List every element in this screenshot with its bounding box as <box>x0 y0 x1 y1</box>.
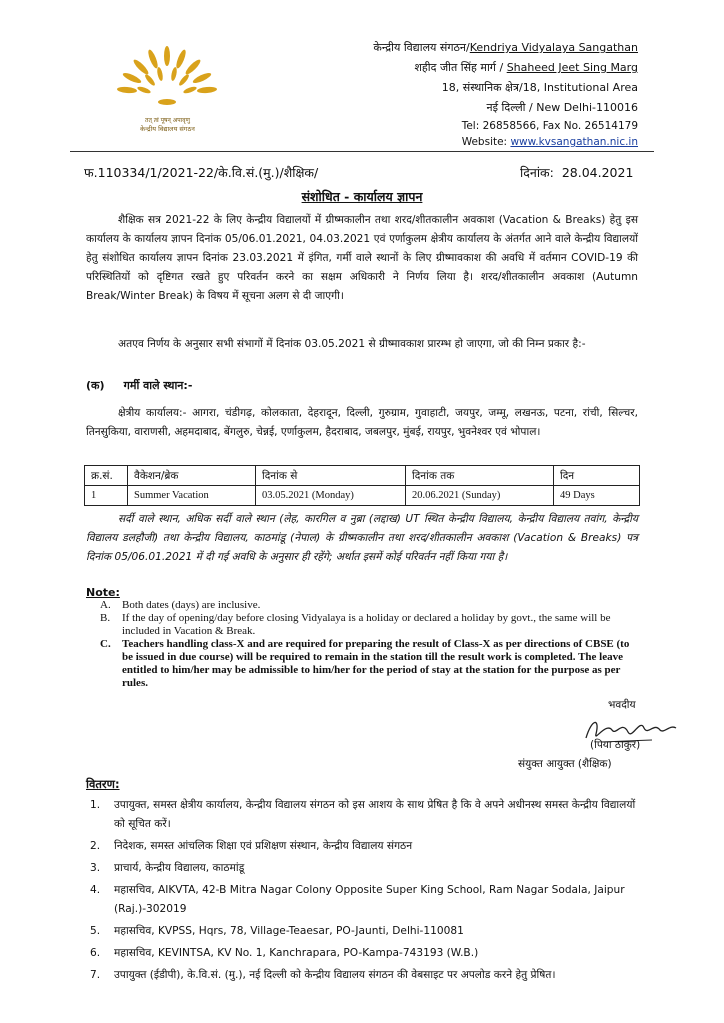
table-row <box>85 486 640 506</box>
th-days: दिन <box>554 466 640 486</box>
paragraph-2: अतएव निर्णय के अनुसार सभी संभागों में दिनांक 03.05.2021 से ग्रीष्मावकाश प्रारम्भ हो जाएगा, जो की निम्न प्रकार है:- <box>118 338 586 350</box>
kvs-sun-emblem <box>100 40 235 110</box>
cell-days: 49 Days <box>554 486 640 506</box>
cell-from: 03.05.2021 (Monday) <box>256 486 406 506</box>
cell-vacation: Summer Vacation <box>128 486 256 506</box>
memo-date: दिनांक: 28.04.2021 <box>520 165 634 180</box>
org-name-line: केन्द्रीय विद्यालय संगठन/Kendriya Vidyalaya Sangathan <box>373 41 638 54</box>
list-item: 1. उपायुक्त, समस्त क्षेत्रीय कार्यालय, केन्द्रीय विद्यालय संगठन को इस आशय के साथ प्रेषित है कि वे अपने अधीनस्थ समस्त केन्द्रीय विद्यालयों को सूचित करें। <box>90 799 636 830</box>
cell-to: 20.06.2021 (Sunday) <box>406 486 554 506</box>
regions-list: क्षेत्रीय कार्यालय:- आगरा, चंडीगढ़, कोलकाता, देहरादून, दिल्ली, गुरुग्राम, गुवाहाटी, जयपुर, जम्मू, लखनऊ, पटना, रांची, सिल्चर, तिनसुकिया, वाराणसी, अहमदाबाद, बेंगलुरु, चेन्नई, एर्णाकुलम, हैदराबाद, जबलपुर, मुंबई, रायपुर, भुवनेश्वर एवं भोपाल। <box>86 407 638 438</box>
list-item: 5. महासचिव, KVPSS, Hqrs, 78, Village-Teaesar, PO-Jaunti, Delhi-110081 <box>90 925 464 937</box>
closing-salutation: भवदीय <box>608 699 636 711</box>
signatory-name: (पिया ठाकुर) <box>590 739 641 751</box>
list-item: 4. महासचिव, AIKVTA, 42-B Mitra Nagar Colony Opposite Super King School, Ram Nagar Sodala, Jaipur (Raj.)-302019 <box>90 884 625 915</box>
note-a: A. Both dates (days) are inclusive. <box>100 599 261 611</box>
file-number: फ.110334/1/2021-22/के.वि.सं.(मु.)/शैक्षिक/ <box>84 165 319 180</box>
area-line: 18, संस्थानिक क्षेत्र/18, Institutional Area <box>441 81 638 94</box>
vacation-table <box>84 465 640 506</box>
list-item: 6. महासचिव, KEVINTSA, KV No. 1, Kanchrapara, PO-Kampa-743193 (W.B.) <box>90 947 479 959</box>
notes-list <box>100 599 640 690</box>
city-line: नई दिल्ली / New Delhi-110016 <box>486 101 638 114</box>
website-line: Website: www.kvsangathan.nic.in <box>461 136 638 148</box>
th-to: दिनांक तक <box>406 466 554 486</box>
th-serial: क्र.सं. <box>85 466 128 486</box>
kvs-logo <box>100 40 235 135</box>
street-line: शहीद जीत सिंह मार्ग / Shaheed Jeet Sing Marg <box>414 61 638 74</box>
memo-title: संशोधित - कार्यालय ज्ञापन <box>301 189 423 204</box>
th-from: दिनांक से <box>256 466 406 486</box>
header-rule <box>70 151 654 152</box>
note-c: C. Teachers handling class-X and are required for preparing the result of Class-X as per directions of CBSE (to be issued in due course) will be required to remain in the station till the result work is completed. The leave entitled to him/her may be admissible to him/her for the period of stay at the station for the purpose as per rules. <box>100 638 630 689</box>
logo-org-name: केन्द्रीय विद्यालय संगठन <box>140 125 195 133</box>
table-header-row <box>85 466 640 486</box>
list-item: 3. प्राचार्य, केन्द्रीय विद्यालय, काठमांडू <box>90 862 245 874</box>
logo-motto: तत् त्वं पूषन् अपावृणु <box>145 117 190 124</box>
section-summer-heading: (क) गर्मी वाले स्थान:- <box>86 379 193 392</box>
winter-stations-paragraph: सर्दी वाले स्थान, अधिक सर्दी वाले स्थान (लेह, कारगिल व नुब्रा (लद्दाख) UT स्थित केन्द्रीय विद्यालय, केन्द्रीय विद्यालय तवांग, केन्द्रीय विद्यालय डलहौजी) तथा केन्द्रीय विद्यालय, काठमांडू (नेपाल) के ग्रीष्मकालीन तथा शरद/शीतकालीन अवकाश (Vacation & Breaks) पत्र दिनांक 05/06.01.2021 में दी गई अवधि के अनुसार ही रहेंगे; अर्थात इसमें कोई परिवर्तन नहीं किया गया है। <box>86 513 638 563</box>
th-vacation: वैकेशन/ब्रेक <box>128 466 256 486</box>
letterhead-address <box>308 38 638 150</box>
list-item: 2. निदेशक, समस्त आंचलिक शिक्षा एवं प्रशिक्षण संस्थान, केन्द्रीय विद्यालय संगठन <box>90 840 413 852</box>
paragraph-1: शैक्षिक सत्र 2021-22 के लिए केन्द्रीय विद्यालयों में ग्रीष्मकालीन तथा शरद/शीतकालीन अवकाश (Vacation & Breaks) हेतु इस कार्यालय के कार्यालय ज्ञापन दिनांक 05/06.01.2021, 04.03.2021 एवं एर्णाकुलम क्षेत्रीय कार्यालय के अंतर्गत आने वाले केन्द्रीय विद्यालयों हेतु संशोधित कार्यालय ज्ञापन दिनांक 23.03.2021 में इंगित, गर्मी वाले स्थानों के लिए ग्रीष्मावकाश की अवधि में वर्तमान COVID-19 की परिस्थितियों को दृष्टिगत रखते हुए परिवर्तन करने का सक्षम अधिकारी ने निर्णय लिया है। शरद/शीतकालीन अवकाश (Autumn Break/Winter Break) के विषय में सूचना अलग से दी जाएगी। <box>86 214 638 302</box>
distribution-list <box>84 796 640 985</box>
website-link[interactable]: www.kvsangathan.nic.in <box>510 136 638 148</box>
list-item: 7. उपायुक्त (ईडीपी), के.वि.सं. (मु.), नई दिल्ली को केन्द्रीय विद्यालय संगठन की वेबसाइट पर अपलोड करने हेतु प्रेषित। <box>90 969 556 981</box>
cell-serial: 1 <box>85 486 128 506</box>
signatory-title: संयुक्त आयुक्त (शैक्षिक) <box>518 758 612 770</box>
distribution-heading: वितरण: <box>86 777 120 791</box>
note-heading: Note: <box>86 586 120 599</box>
note-b: B. If the day of opening/day before closing Vidyalaya is a holiday or declared a holiday by govt., the same will be included in Vacation & Break. <box>100 612 611 637</box>
tel-fax-line: Tel: 26858566, Fax No. 26514179 <box>461 120 638 132</box>
